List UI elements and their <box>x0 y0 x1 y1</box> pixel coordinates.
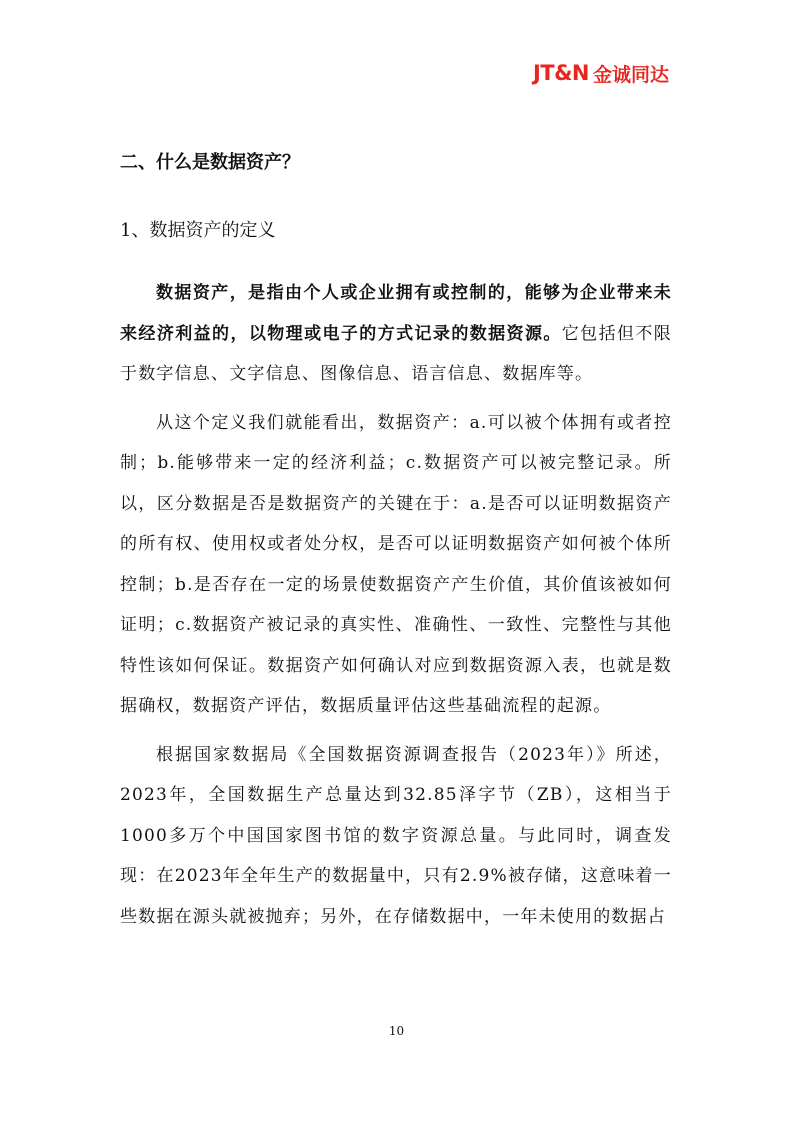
statistics-paragraph: 根据国家数据局《全国数据资源调查报告（2023年）》所述，2023年，全国数据生产总量达到32.85泽字节（ZB），这相当于1000多万个中国国家图书馆的数字资源总量。与此同时，调查发现：在2023年全年生产的数据量中，只有2.9%被存储，这意味着一些数据在源头就被抛弃；另外，在存储数据中，一年未使用的数据占 <box>120 744 672 927</box>
definition-paragraph <box>120 273 672 395</box>
definition-bold-text: 数据资产，是指由个人或企业拥有或控制的，能够为企业带来未来经济利益的，以物理或电子的方式记录的数据资源。 <box>120 283 672 344</box>
brand-logo <box>533 58 669 88</box>
document-body <box>120 148 672 937</box>
definition-rest-text: 它包括但不限于数字信息、文字信息、图像信息、语言信息、数据库等。 <box>120 323 672 384</box>
section-heading: 二、什么是数据资产？ <box>120 152 300 173</box>
subsection-heading: 1、数据资产的定义 <box>120 220 276 241</box>
logo-text: 金诚同达 <box>592 63 669 86</box>
explanation-paragraph: 从这个定义我们就能看出，数据资产：a.可以被个体拥有或者控制；b.能够带来一定的经济利益；c.数据资产可以被完整记录。所以，区分数据是否是数据资产的关键在于：a.是否可以证明数据资产的所有权、使用权或者处分权，是否可以证明数据资产如何被个体所控制；b.是否存在一定的场景使数据资产产生价值，其价值该被如何证明；c.数据资产被记录的真实性、准确性、一致性、完整性与其他特性该如何保证。数据资产如何确认对应到数据资源入表，也就是数据确权，数据资产评估，数据质量评估这些基础流程的起源。 <box>120 412 672 716</box>
logo-mark: JT&N <box>532 61 589 85</box>
page-number: 10 <box>388 1024 405 1038</box>
